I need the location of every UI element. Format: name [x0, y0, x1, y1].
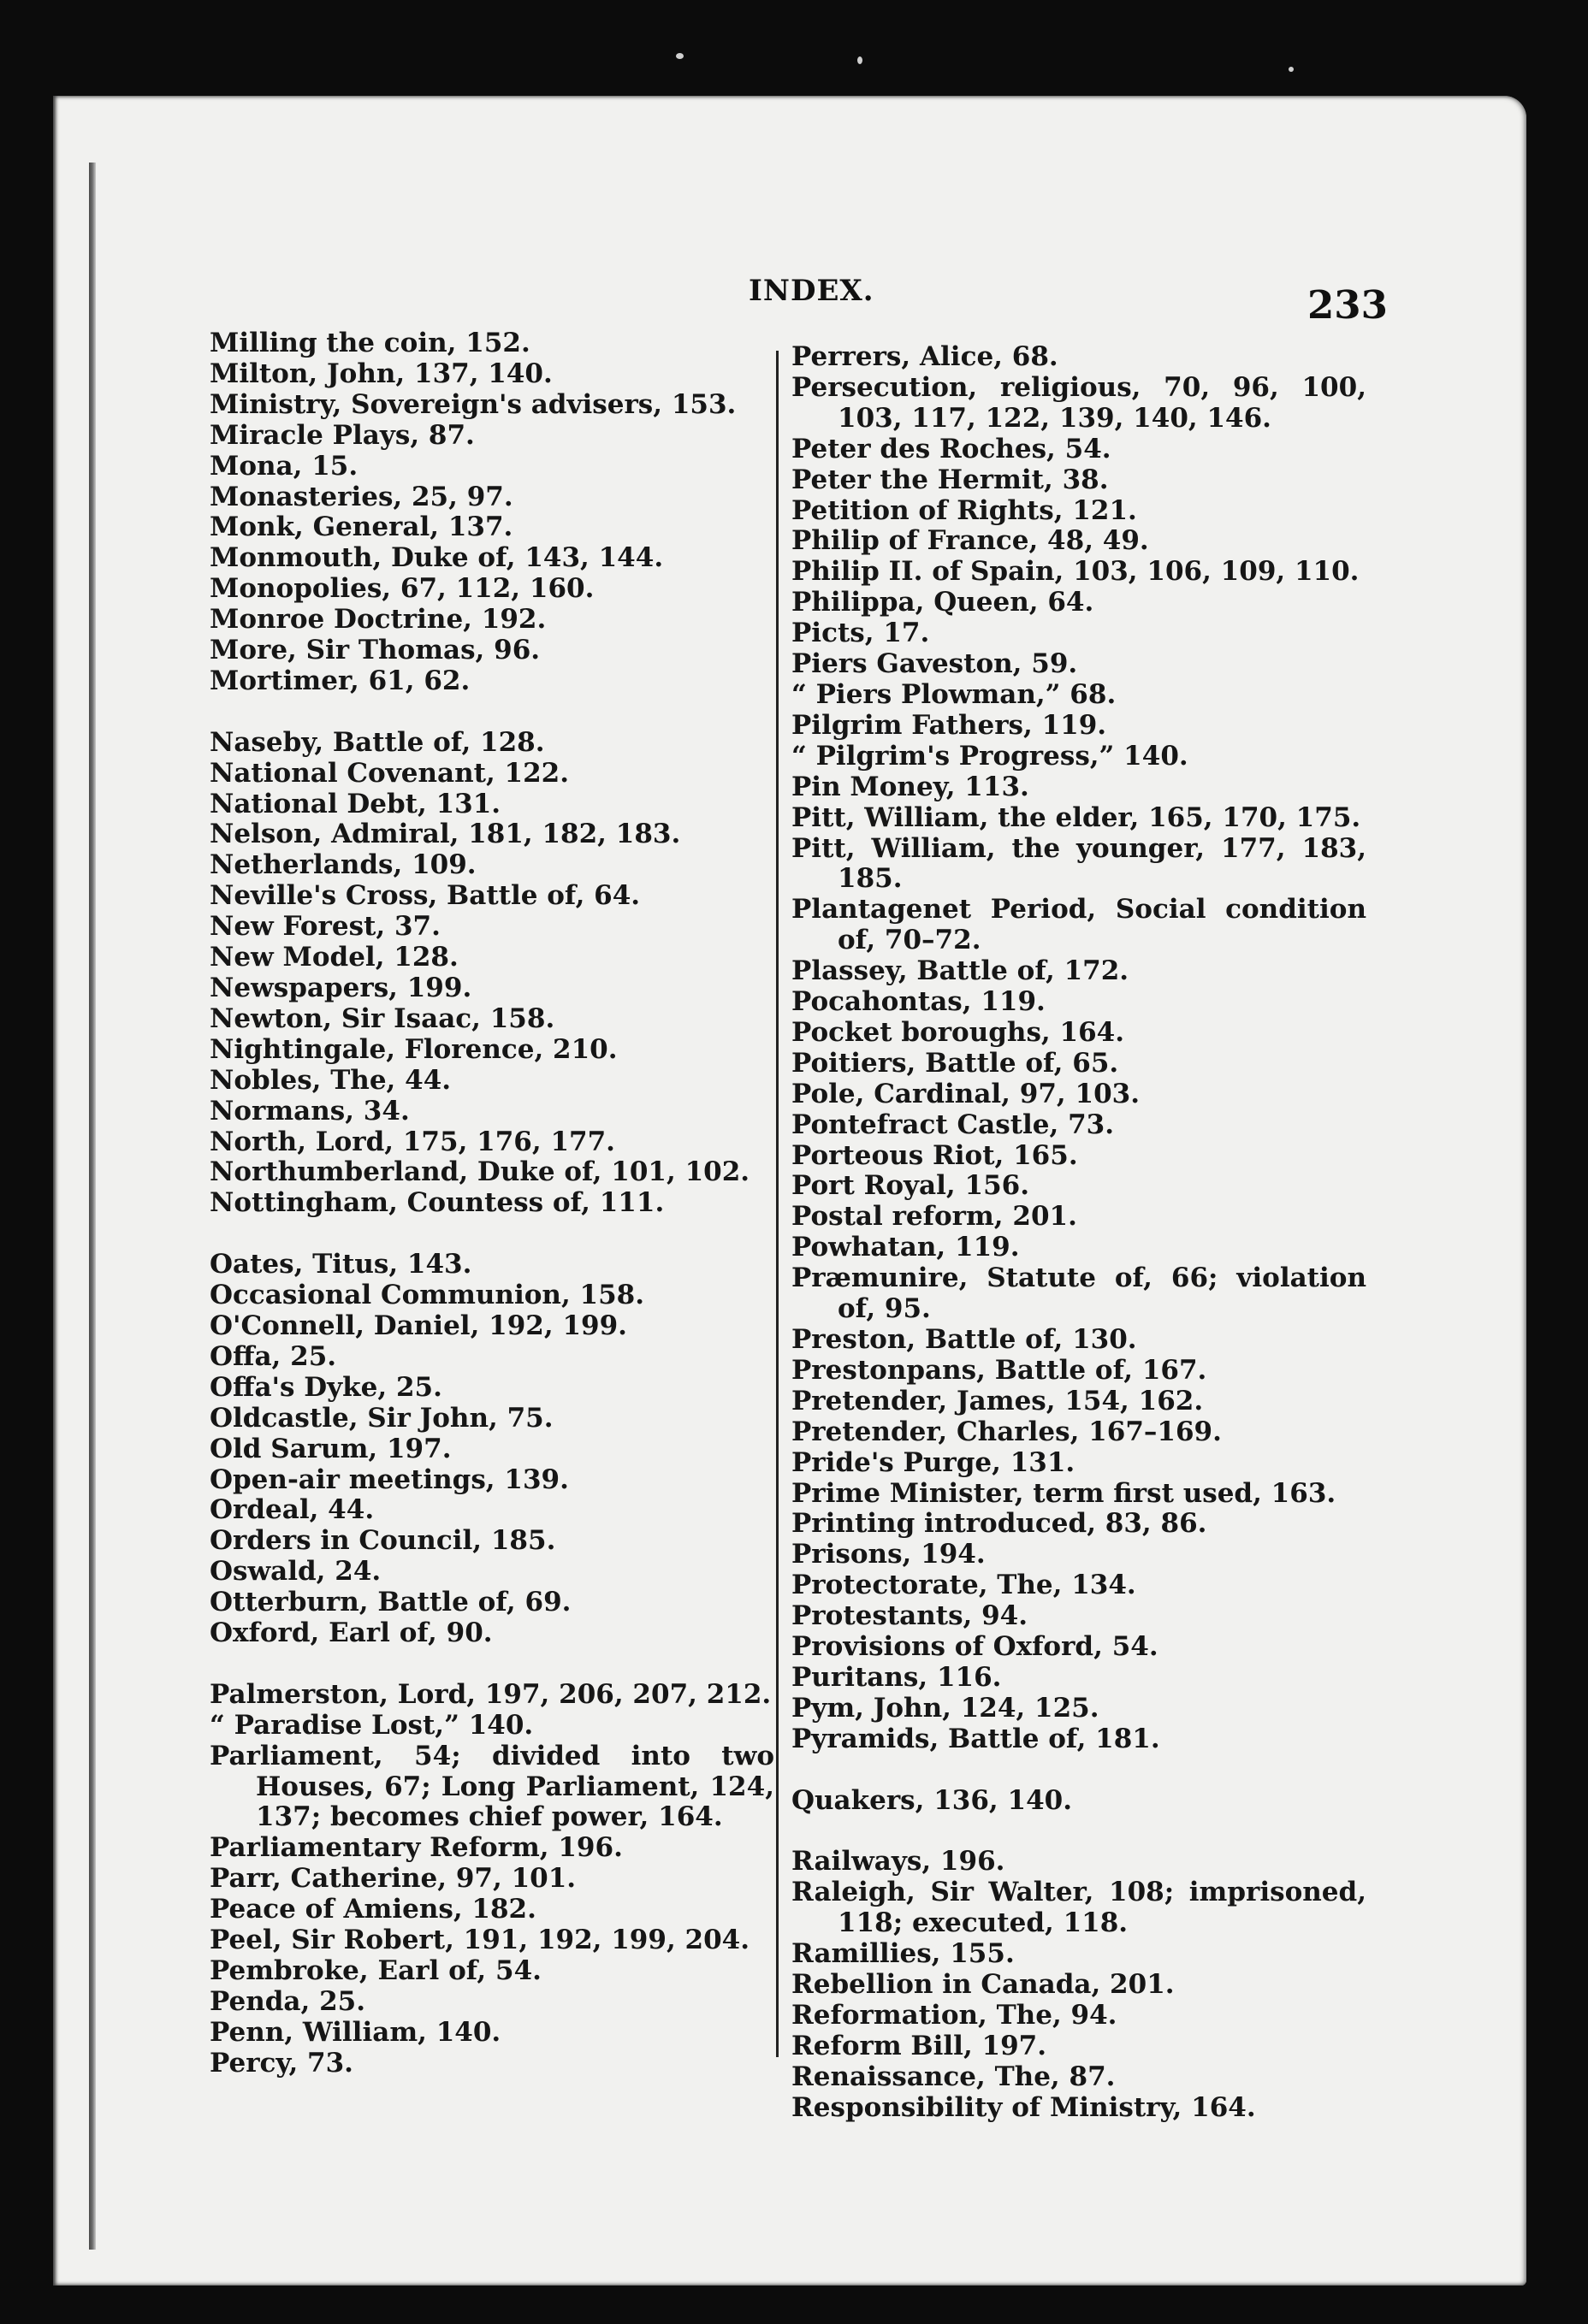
index-section-gap: [791, 1755, 1366, 1786]
index-entry: Ordeal, 44.: [210, 1494, 375, 1526]
index-entry: Oates, Titus, 143.: [210, 1249, 472, 1280]
index-entry: Petition of Rights, 121.: [791, 494, 1137, 526]
index-entry: Nelson, Admiral, 181, 182, 183.: [210, 819, 681, 850]
index-entry: Protestants, 94.: [791, 1600, 1028, 1632]
index-entry: Philip of France, 48, 49.: [791, 525, 1149, 557]
index-entry: Pilgrim Fathers, 119.: [791, 709, 1107, 741]
index-entry: National Debt, 131.: [210, 788, 501, 819]
index-entry: Peel, Sir Robert, 191, 192, 199, 204.: [210, 1925, 750, 1956]
index-entry: Newton, Sir Isaac, 158.: [210, 1002, 555, 1034]
index-entry: Pitt, William, the elder, 165, 170, 175.: [791, 801, 1361, 833]
index-entry: Oxford, Earl of, 90.: [210, 1617, 493, 1649]
index-entry: Puritans, 116.: [791, 1661, 1002, 1693]
page-title: INDEX.: [749, 274, 874, 308]
index-entry: Prestonpans, Battle of, 167.: [791, 1354, 1207, 1386]
index-entry: Railways, 196.: [791, 1846, 1005, 1878]
index-entry: Peter the Hermit, 38.: [791, 464, 1109, 495]
index-entry: Plantagenet Period, Social condition of, 70–72.: [791, 894, 1366, 956]
index-entry: Reformation, The, 94.: [791, 1999, 1117, 2031]
index-entry: Monroe Doctrine, 192.: [210, 604, 547, 636]
index-entry: Offa's Dyke, 25.: [210, 1371, 442, 1403]
index-entry: Percy, 73.: [210, 2047, 353, 2079]
index-entry: Quakers, 136, 140.: [791, 1784, 1072, 1816]
index-entry: Mona, 15.: [210, 450, 358, 482]
index-entry: Neville's Cross, Battle of, 64.: [210, 880, 641, 912]
index-entry: Port Royal, 156.: [791, 1170, 1030, 1202]
index-entry: Plassey, Battle of, 172.: [791, 955, 1129, 987]
index-entry: Pembroke, Earl of, 54.: [210, 1954, 542, 1986]
index-entry: Preston, Battle of, 130.: [791, 1324, 1137, 1355]
index-section-gap: [210, 697, 774, 728]
index-entry: Responsibility of Ministry, 164.: [791, 2091, 1256, 2123]
index-entry: Prisons, 194.: [791, 1539, 986, 1570]
index-entry: Pole, Cardinal, 97, 103.: [791, 1078, 1140, 1109]
index-entry: Occasional Communion, 158.: [210, 1280, 645, 1311]
index-entry: Reform Bill, 197.: [791, 2030, 1047, 2061]
index-entry: Poitiers, Battle of, 65.: [791, 1047, 1119, 1079]
index-entry: Porteous Riot, 165.: [791, 1139, 1078, 1171]
index-entry: Philippa, Queen, 64.: [791, 587, 1094, 618]
index-entry: Monopolies, 67, 112, 160.: [210, 573, 595, 605]
index-entry: Peace of Amiens, 182.: [210, 1894, 536, 1925]
index-entry: Monasteries, 25, 97.: [210, 481, 513, 512]
index-entry: Parliament, 54; divided into two Houses, 67; Long Parliament, 124, 137; becomes chief power, 164.: [210, 1740, 774, 1833]
index-entry: Ramillies, 155.: [791, 1938, 1015, 1970]
index-entry: Powhatan, 119.: [791, 1232, 1020, 1263]
index-entry: Normans, 34.: [210, 1095, 410, 1127]
index-entry: Oldcastle, Sir John, 75.: [210, 1402, 554, 1434]
index-entry: National Covenant, 122.: [210, 757, 570, 789]
index-entry: Old Sarum, 197.: [210, 1433, 452, 1464]
index-entry: Pocket boroughs, 164.: [791, 1016, 1124, 1048]
index-entry: Palmerston, Lord, 197, 206, 207, 212.: [210, 1678, 772, 1710]
index-entry: Ministry, Sovereign's advisers, 153.: [210, 388, 737, 420]
index-entry: Parr, Catherine, 97, 101.: [210, 1863, 577, 1895]
index-entry: Nobles, The, 44.: [210, 1064, 452, 1096]
index-entry: Protectorate, The, 134.: [791, 1570, 1136, 1601]
page-number: 233: [1307, 282, 1388, 328]
index-section-gap: [791, 1816, 1366, 1847]
index-entry: Rebellion in Canada, 201.: [791, 1969, 1175, 2000]
index-entry: Miracle Plays, 87.: [210, 419, 475, 451]
index-entry: Peter des Roches, 54.: [791, 433, 1111, 464]
index-entry: More, Sir Thomas, 96.: [210, 635, 541, 666]
index-entry: Northumberland, Duke of, 101, 102.: [210, 1156, 750, 1188]
dust-speck: [857, 56, 862, 64]
index-entry: Pym, John, 124, 125.: [791, 1692, 1099, 1724]
column-divider: [776, 351, 779, 2057]
index-entry: Nottingham, Countess of, 111.: [210, 1187, 665, 1219]
index-entry: Philip II. of Spain, 103, 106, 109, 110.: [791, 556, 1360, 588]
index-entry: North, Lord, 175, 176, 177.: [210, 1126, 615, 1157]
index-entry: New Model, 128.: [210, 942, 459, 973]
index-entry: Offa, 25.: [210, 1340, 337, 1372]
index-entry: “ Piers Plowman,” 68.: [791, 678, 1117, 710]
index-entry: Printing introduced, 83, 86.: [791, 1508, 1207, 1540]
index-entry: “ Pilgrim's Progress,” 140.: [791, 740, 1188, 772]
index-entry: New Forest, 37.: [210, 911, 441, 943]
index-entry: Prime Minister, term first used, 163.: [791, 1477, 1336, 1509]
index-entry: Pretender, Charles, 167–169.: [791, 1416, 1222, 1447]
index-entry: Pyramids, Battle of, 181.: [791, 1723, 1160, 1754]
index-entry: Oswald, 24.: [210, 1556, 382, 1588]
index-entry: Pontefract Castle, 73.: [791, 1109, 1115, 1140]
index-entry: Pin Money, 113.: [791, 771, 1029, 802]
index-entry: Open-air meetings, 139.: [210, 1464, 569, 1495]
index-entry: Picts, 17.: [791, 618, 930, 649]
index-entry: Postal reform, 201.: [791, 1201, 1077, 1233]
index-section-gap: [210, 1649, 774, 1680]
index-entry: Pride's Purge, 131.: [791, 1446, 1075, 1478]
index-entry: Monmouth, Duke of, 143, 144.: [210, 542, 664, 574]
index-entry: Netherlands, 109.: [210, 849, 477, 881]
index-entry: Naseby, Battle of, 128.: [210, 726, 545, 758]
book-spine-shadow: [89, 163, 96, 2250]
index-column-right: [791, 342, 1366, 2124]
index-entry: “ Paradise Lost,” 140.: [210, 1709, 534, 1741]
index-entry: Pitt, William, the younger, 177, 183, 185.: [791, 832, 1366, 895]
index-entry: Penn, William, 140.: [210, 2016, 501, 2048]
index-entry: Monk, General, 137.: [210, 512, 513, 543]
index-entry: Parliamentary Reform, 196.: [210, 1832, 623, 1864]
index-section-gap: [210, 1219, 774, 1250]
index-column-left: [210, 328, 774, 2079]
index-entry: Præmunire, Statute of, 66; violation of, 95.: [791, 1263, 1366, 1325]
dust-speck: [1289, 67, 1294, 72]
index-entry: Persecution, religious, 70, 96, 100, 103, 117, 122, 139, 140, 146.: [791, 371, 1366, 434]
dust-speck: [676, 53, 684, 59]
index-entry: Milling the coin, 152.: [210, 328, 530, 358]
index-entry: Perrers, Alice, 68.: [791, 341, 1058, 372]
index-entry: Otterburn, Battle of, 69.: [210, 1587, 572, 1618]
index-entry: Provisions of Oxford, 54.: [791, 1631, 1158, 1663]
index-entry: Pretender, James, 154, 162.: [791, 1385, 1204, 1416]
index-entry: Renaissance, The, 87.: [791, 2061, 1116, 2092]
index-entry: Mortimer, 61, 62.: [210, 665, 471, 696]
index-entry: Orders in Council, 185.: [210, 1525, 556, 1557]
index-entry: O'Connell, Daniel, 192, 199.: [210, 1310, 627, 1341]
index-entry: Newspapers, 199.: [210, 973, 472, 1004]
index-entry: Piers Gaveston, 59.: [791, 648, 1078, 680]
index-entry: Nightingale, Florence, 210.: [210, 1033, 618, 1065]
index-entry: Milton, John, 137, 140.: [210, 358, 553, 389]
index-entry: Pocahontas, 119.: [791, 986, 1046, 1018]
index-entry: Raleigh, Sir Walter, 108; imprisoned, 118; executed, 118.: [791, 1877, 1366, 1939]
index-entry: Penda, 25.: [210, 1985, 366, 2017]
